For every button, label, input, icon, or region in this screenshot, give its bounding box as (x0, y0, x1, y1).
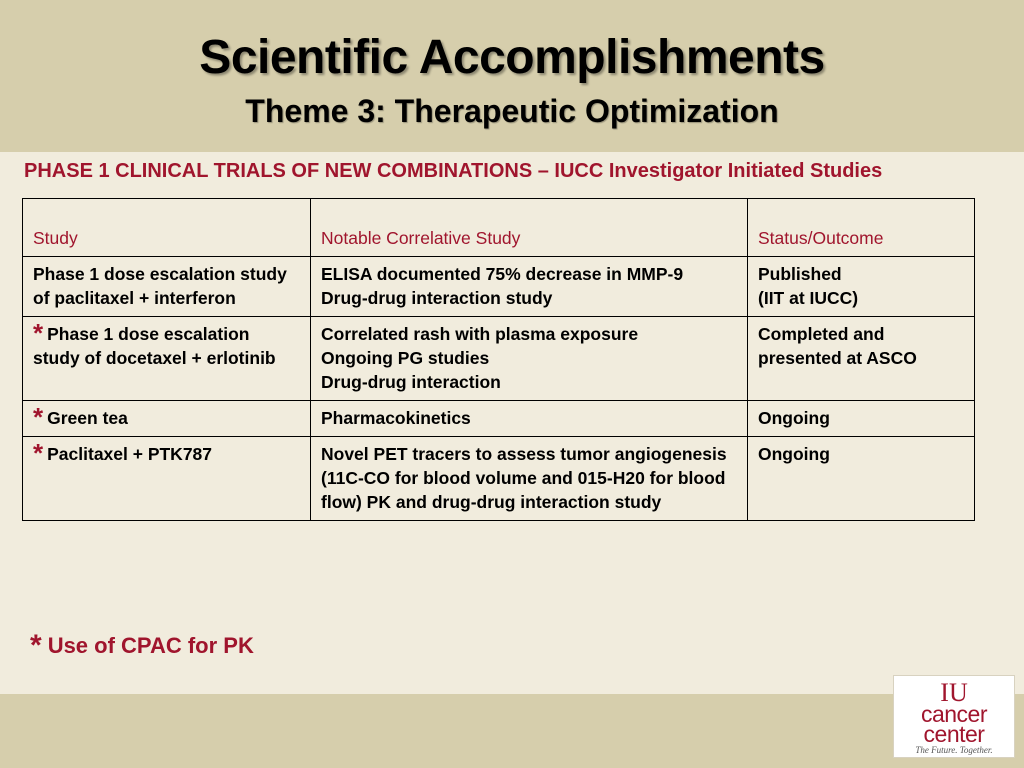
status-cell (748, 317, 975, 401)
cell-text: ELISA documented 75% decrease in MMP-9 (321, 264, 684, 284)
table-row (23, 401, 975, 437)
slide-subtitle: Theme 3: Therapeutic Optimization (245, 93, 779, 129)
table-row (23, 317, 975, 401)
column-header-study: Study (23, 199, 311, 257)
cell-text: Pharmacokinetics (321, 408, 471, 428)
study-cell (23, 257, 311, 317)
cell-text: Novel PET tracers to assess tumor angiogenesis (321, 444, 727, 464)
logo-center-text: center (923, 721, 985, 747)
table-row (23, 437, 975, 521)
footer-band (0, 694, 1024, 768)
slide-title: Scientific Accomplishments (199, 31, 825, 84)
column-header-correlative: Notable Correlative Study (311, 199, 748, 257)
star-marker: * (33, 438, 44, 468)
status-cell (748, 401, 975, 437)
cell-text: Drug-drug interaction study (321, 288, 553, 308)
footnote-text: Use of CPAC for PK (47, 633, 254, 658)
star-marker: * (33, 402, 44, 432)
correlative-cell (311, 317, 748, 401)
cell-text: Completed and presented at ASCO (758, 324, 917, 368)
trials-table (22, 198, 975, 521)
cell-text: (IIT at IUCC) (758, 288, 859, 308)
cell-text: Ongoing PG studies (321, 348, 490, 368)
section-heading: PHASE 1 CLINICAL TRIALS OF NEW COMBINATIONS – IUCC Investigator Initiated Studies (24, 160, 883, 182)
cell-text: Green tea (47, 408, 128, 428)
cell-text: Phase 1 dose escalation study of paclitaxel + interferon (33, 264, 287, 308)
study-cell (23, 317, 311, 401)
footnote (30, 629, 254, 662)
column-header-status: Status/Outcome (748, 199, 975, 257)
iu-cancer-center-logo (893, 675, 1015, 758)
cell-text: Paclitaxel + PTK787 (47, 444, 213, 464)
table-row (23, 257, 975, 317)
correlative-cell (311, 437, 748, 521)
study-cell (23, 437, 311, 521)
cell-text: Ongoing (758, 444, 830, 464)
cell-text: Ongoing (758, 408, 830, 428)
logo-iu-text: IU (940, 678, 968, 707)
logo-cancer-text: cancer (920, 701, 988, 727)
cell-text: Drug-drug interaction (321, 372, 501, 392)
cell-text: Published (758, 264, 842, 284)
star-marker: * (33, 318, 44, 348)
study-cell (23, 401, 311, 437)
cell-text: Correlated rash with plasma exposure (321, 324, 639, 344)
cell-text: (11C-CO for blood volume and 015-H20 for blood flow) PK and drug-drug interaction study (321, 468, 726, 512)
correlative-cell (311, 257, 748, 317)
table-body (23, 257, 975, 521)
title-band (0, 0, 1024, 152)
correlative-cell (311, 401, 748, 437)
table-header-row (23, 199, 975, 257)
status-cell (748, 437, 975, 521)
footnote-star: * (30, 629, 42, 662)
cell-text: Phase 1 dose escalation study of docetaxel + erlotinib (33, 324, 276, 368)
logo-tagline: The Future. Together. (915, 745, 993, 755)
status-cell (748, 257, 975, 317)
